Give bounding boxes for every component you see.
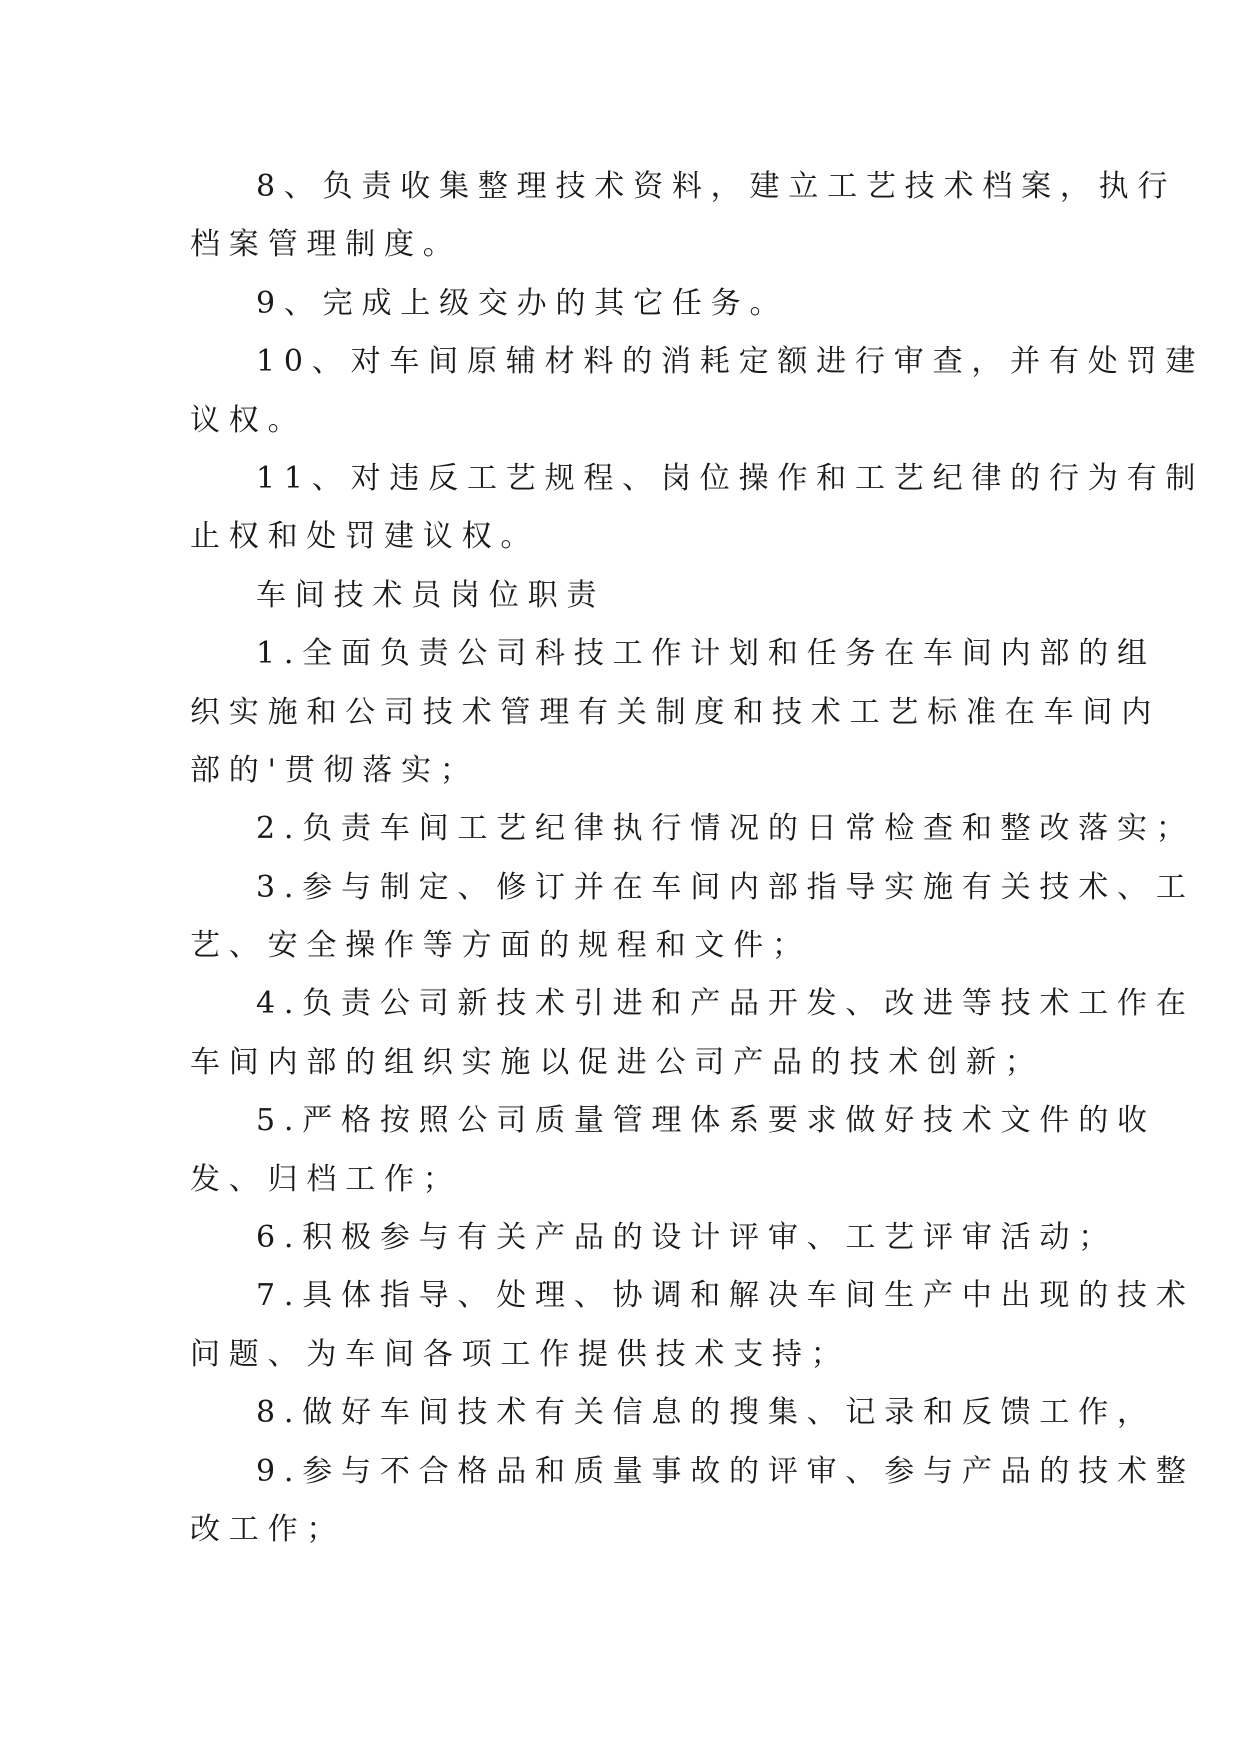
paragraph-line: 发、归档工作； — [190, 1161, 462, 1197]
document-body — [190, 158, 1205, 1559]
paragraph-line: 5.严格按照公司质量管理体系要求做好技术文件的收 — [256, 1103, 1156, 1139]
paragraph-line: 车间内部的组织实施以促进公司产品的技术创新； — [190, 1044, 1044, 1080]
paragraph-item-9 — [190, 275, 1050, 333]
paragraph-line: 8.做好车间技术有关信息的搜集、记录和反馈工作， — [256, 1395, 1156, 1431]
paragraph-line: 3.参与制定、修订并在车间内部指导实施有关技术、工 — [256, 869, 1195, 905]
duty-item-7 — [190, 1267, 1195, 1384]
paragraph-item-8 — [190, 158, 1177, 275]
paragraph-line: 部的'贯彻落实； — [190, 752, 479, 788]
paragraph-line: 1.全面负责公司科技工作计划和任务在车间内部的组 — [256, 636, 1156, 672]
duty-item-5 — [190, 1092, 1156, 1209]
section-heading-text: 车间技术员岗位职责 — [256, 577, 606, 613]
duty-item-4 — [190, 975, 1195, 1092]
duty-item-2 — [190, 800, 1195, 858]
paragraph-line: 织实施和公司技术管理有关制度和技术工艺标准在车间内 — [190, 694, 1160, 730]
paragraph-line: 6.积极参与有关产品的设计评审、工艺评审活动； — [256, 1220, 1118, 1256]
paragraph-line: 9.参与不合格品和质量事故的评审、参与产品的技术整 — [256, 1453, 1195, 1489]
paragraph-line: 问题、为车间各项工作提供技术支持； — [190, 1336, 850, 1372]
paragraph-line: 8、负责收集整理技术资料，建立工艺技术档案，执行 — [256, 169, 1177, 204]
paragraph-item-11 — [190, 450, 1205, 567]
paragraph-line: 4.负责公司新技术引进和产品开发、改进等技术工作在 — [256, 986, 1195, 1022]
duty-item-1 — [190, 625, 1160, 800]
paragraph-line: 改工作； — [190, 1511, 346, 1547]
paragraph-line: 议权。 — [190, 402, 307, 438]
paragraph-line: 11、对违反工艺规程、岗位操作和工艺纪律的行为有制 — [256, 460, 1205, 496]
paragraph-line: 9、完成上级交办的其它任务。 — [256, 285, 789, 321]
duty-item-9 — [190, 1443, 1195, 1560]
paragraph-line: 10、对车间原辅材料的消耗定额进行审查，并有处罚建 — [256, 344, 1205, 380]
paragraph-line: 止权和处罚建议权。 — [190, 519, 540, 555]
paragraph-line: 7.具体指导、处理、协调和解决车间生产中出现的技术 — [256, 1278, 1195, 1314]
paragraph-line: 艺、安全操作等方面的规程和文件； — [190, 928, 811, 964]
paragraph-line: 2.负责车间工艺纪律执行情况的日常检查和整改落实； — [256, 811, 1195, 847]
duty-item-3 — [190, 859, 1195, 976]
paragraph-line: 档案管理制度。 — [190, 227, 462, 263]
section-heading — [190, 567, 1050, 625]
duty-item-8 — [190, 1384, 1156, 1442]
duty-item-6 — [190, 1209, 1118, 1267]
paragraph-item-10 — [190, 333, 1205, 450]
